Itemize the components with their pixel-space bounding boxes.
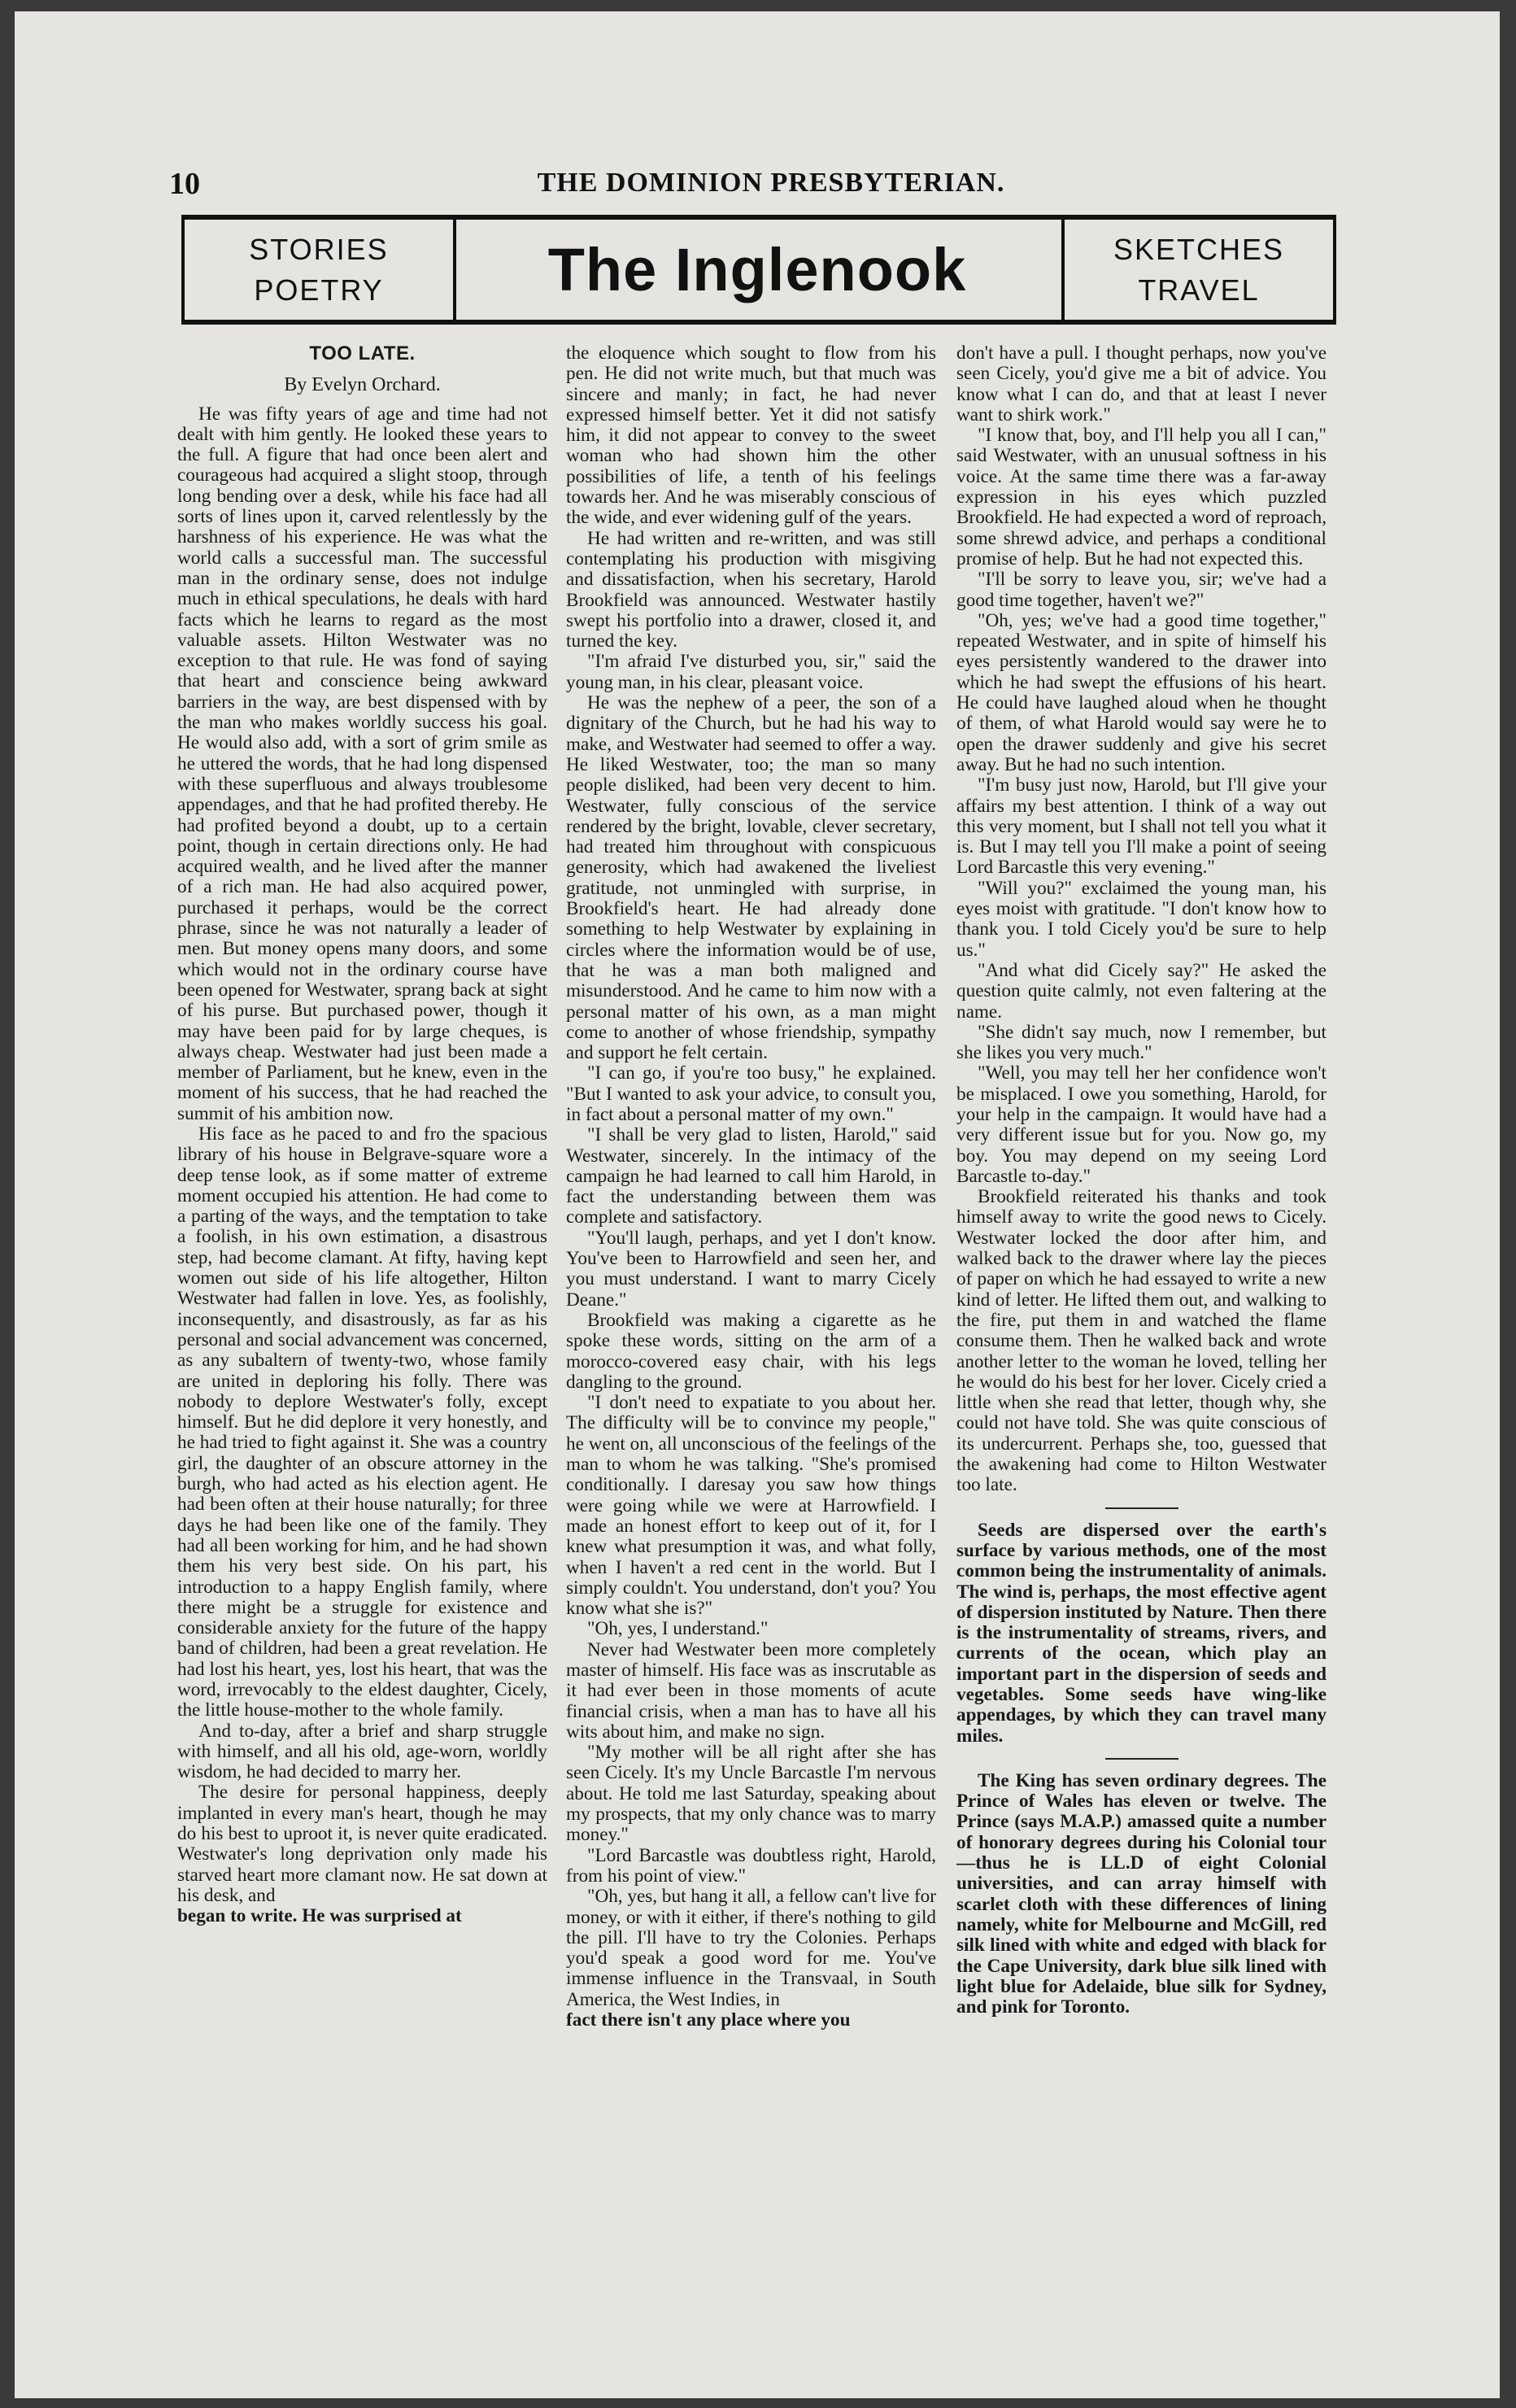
story-paragraph: "I'm busy just now, Harold, but I'll give your affairs my best attention. I think of a way out this very moment, but I shall not tell you what it is. But I may tell you I'll make a point of seeing Lord Barcastle this very evening." — [956, 774, 1326, 879]
banner-travel-label: TRAVEL — [1138, 273, 1260, 307]
story-paragraph: His face as he paced to and fro the spacious library of his house in Belgrave-square wore a deep tense look, as if some matter of extreme moment occupied his attention. He had come to a parting of the ways, and the temptation to take a foolish, in his own estimation, a disastrous step, had become clamant. At fifty, having kept women out side of his life altogether, Hilton Westwater had fallen in love. Yes, as foolishly, inconsequently, and disastrously, as far as his personal and social advancement was concerned, as any subaltern of twenty-two, whose family are united in deploring his folly. There was nobody to deplore Westwater's folly, except himself. But he did deplore it very honestly, and he had tried to fight against it. She was a country girl, the daughter of an obscure attorney in the burgh, who had acted as his election agent. He had been often at their house naturally; for three days he had been like one of the family. They had all been working for him, and he had shown them his very best side. On his part, his introduction to a happy English family, where there might be a struggle for existence and considerable anxiety for the future of the happy band of children, had been a great revelation. He had lost his heart, yes, lost his heart, that was the word, irrevocably to the eldest daughter, Cicely, the little house-mother to the whole family. — [177, 1123, 547, 1721]
story-paragraph-end: fact there isn't any place where you — [566, 2009, 851, 2031]
section-divider — [1105, 1758, 1178, 1760]
story-paragraph: "I'll be sorry to leave you, sir; we've had a good time together, haven't we?" — [956, 569, 1326, 611]
story-paragraph-end: began to write. He was surprised at — [177, 1905, 462, 1927]
story-paragraph: "Oh, yes, I understand." — [587, 1618, 769, 1640]
king-paragraph: The King has seven ordinary degrees. The Prince of Wales has eleven or twelve. The Prince (says M.A.P.) amassed quite a number of honorary degrees during his Colonial tour—thus he is LL.D of eight Colonial universities, and can array himself with scarlet cloth with these differences of lining namely, white for Melbourne and McGill, red silk lined with white and edged with black for the Cape University, dark blue silk lined with light blue for Adelaide, blue silk for Sydney, and pink for Toronto. — [956, 1769, 1326, 2018]
section-banner — [181, 215, 1336, 325]
article-columns — [177, 343, 1348, 2296]
story-paragraph: And to-day, after a brief and sharp struggle with himself, and all his old, age-worn, worldly wisdom, he had decided to marry her. — [177, 1720, 547, 1783]
story-paragraph: He was fifty years of age and time had not dealt with him gently. He looked these years to the full. A figure that had once been alert and courageous had acquired a slight stoop, through long bending over a desk, while his face had all sorts of lines upon it, carved relentlessly by the harshness of his experience. He was what the world calls a successful man. The successful man in the ordinary sense, does not indulge much in ethical speculations, he deals with hard facts which he learns to regard as the most valuable assets. Hilton Westwater was no exception to that rule. He was fond of saying that heart and conscience being awkward barriers in the way, are best dispensed with by the man who makes worldly success his goal. He would also add, with a sort of grim smile as he uttered the words, that he had long dispensed with these superfluous and always troublesome appendages, and that he had profited thereby. He had profited beyond a doubt, up to a certain point, though in certain directions only. He had acquired wealth, and he lived after the manner of a rich man. He had also acquired power, purchased it perhaps, would be the correct phrase, since he was not naturally a leader of men. But money opens many doors, and some which would not in the ordinary course have been opened for Westwater, sprang back at sight of his purse. But purchased power, though it may have been paid for by large cheques, is always cheap. Westwater had just been made a member of Parliament, but he knew, even in the moment of his success, that he had reached the summit of his ambition now. — [177, 403, 547, 1124]
section-title: The Inglenook — [547, 236, 967, 303]
story-title: TOO LATE. — [309, 343, 416, 364]
story-paragraph: Never had Westwater been more completely master of himself. His face was as inscrutable as it had ever been in those moments of acute financial crisis, when a man has to have all his wits about him, and make no sign. — [566, 1638, 936, 1743]
story-paragraph: "Oh, yes; we've had a good time together," repeated Westwater, and in spite of himself his eyes persistently wandered to the drawer into which he had swept the effusions of his heart. He could have laughed aloud when he thought of them, of what Harold would say were he to open the drawer suddenly and give his secret away. But he had no such intention. — [956, 609, 1326, 775]
page-number: 10 — [169, 167, 200, 201]
column-1 — [177, 343, 547, 2296]
story-paragraph: "And what did Cicely say?" He asked the question quite calmly, not even faltering at the name. — [956, 959, 1326, 1023]
page-header — [169, 166, 1373, 205]
story-paragraph: He was the nephew of a peer, the son of a dignitary of the Church, but he had his way to make, and Westwater had seemed to offer a way. He liked Westwater, too; the man so many people disliked, had been very decent to him. Westwater, fully conscious of the service rendered by the bright, lovable, clever secretary, had treated him throughout with conspicuous generosity, which had awakened the liveliest gratitude, not unmingled with surprise, in Brookfield's heart. He had already done something to help Westwater by explaining in circles where the information would be of use, that he was a man both maligned and misunderstood. And he came to him now with a personal matter of his own, as a man might come to another of whose friendship, sympathy and support he felt certain. — [566, 692, 936, 1064]
column-3 — [956, 343, 1326, 2296]
banner-right-box — [1061, 220, 1333, 320]
story-paragraph: "I know that, boy, and I'll help you all I can," said Westwater, with an unusual softness in his voice. At the same time there was a far-away expression in his eyes which puzzled Brookfield. He had expected a word of reproach, some shrewd advice, and perhaps a conditional promise of help. But he had not expected this. — [956, 425, 1326, 569]
story-paragraph: Brookfield was making a cigarette as he spoke these words, sitting on the arm of a morocco-covered easy chair, with his legs dangling to the ground. — [566, 1309, 936, 1393]
story-paragraph: the eloquence which sought to flow from his pen. He did not write much, but that much was sincere and manly; in fact, he had never expressed himself better. Yet it did not satisfy him, it did not appear to convey to the sweet woman who had shown him the other possibilities of life, a tenth of his feelings towards her. And he was miserably conscious of the wide, and ever widening gulf of the years. — [566, 343, 936, 529]
story-paragraph: "Oh, yes, but hang it all, a fellow can't live for money, or with it either, if there's nothing to gild the pill. I'll have to try the Colonies. Perhaps you'd speak a good word for me. You've immense influence in the Transvaal, in South America, the West Indies, in — [566, 1886, 936, 2010]
story-paragraph: "I don't need to expatiate to you about her. The difficulty will be to convince my people," he went on, all unconscious of the feelings of the man to whom he was talking. "She's promised conditionally. I daresay you saw how things were going while we were at Harrowfield. I made an honest effort to keep out of it, for I knew what presumption it was, and what folly, when I haven't a red cent in the world. But I simply couldn't. You understand, don't you? You know what she is?" — [566, 1392, 936, 1620]
story-paragraph: "My mother will be all right after she has seen Cicely. It's my Uncle Barcastle I'm nervous about. He told me last Saturday, speaking about my prospects, that my only chance was to marry money." — [566, 1742, 936, 1846]
publication-title: THE DOMINION PRESBYTERIAN. — [537, 168, 1005, 198]
column-2 — [566, 343, 936, 2296]
story-paragraph: "Well, you may tell her her confidence won't be misplaced. I owe you something, Harold, for your help in the campaign. It would have had a very different issue but for you. Now go, my boy. You may depend on my seeing Lord Barcastle to-day." — [956, 1062, 1326, 1187]
story-paragraph: The desire for personal happiness, deeply implanted in every man's heart, though he may do his best to uproot it, is never quite eradicated. Westwater's long deprivation only made his starved heart more clamant now. He sat down at his desk, and — [177, 1782, 547, 1906]
seeds-paragraph: Seeds are dispersed over the earth's surface by various methods, one of the most common being the instrumentality of animals. The wind is, perhaps, the most effective agent of dispersion instituted by Nature. Then there is the instrumentality of streams, rivers, and currents of the ocean, which play an important part in the dispersion of seeds and vegetables. Some seeds have wing-like appendages, by which they can travel many miles. — [956, 1519, 1326, 1747]
story-paragraph: don't have a pull. I thought perhaps, now you've seen Cicely, you'd give me a bit of advice. You know what I can do, and that at least I never want to shirk work." — [956, 343, 1326, 425]
story-paragraph: "Will you?" exclaimed the young man, his eyes moist with gratitude. "I don't know how to thank you. I told Cicely you'd be sure to help us." — [956, 877, 1326, 961]
story-paragraph: Brookfield reiterated his thanks and took himself away to write the good news to Cicely. Westwater locked the door after him, and walked back to the drawer where lay the pieces of paper on which he had essayed to write a new kind of letter. He lifted them out, and walking to the fire, put them in and watched the flame consume them. Then he walked back and wrote another letter to the woman he loved, telling her he would do his best for her lover. Cicely cried a little when she read that letter, though why, she could not have told. She was quite conscious of its undercurrent. Perhaps she, too, guessed that the awakening had come to Hilton Westwater too late. — [956, 1186, 1326, 1496]
section-divider — [1105, 1507, 1178, 1509]
newspaper-page — [15, 11, 1500, 2398]
story-paragraph: "I shall be very glad to listen, Harold," said Westwater, sincerely. In the intimacy of the campaign he had learned to call him Harold, in fact the understanding between them was complete and satisfactory. — [566, 1124, 936, 1228]
banner-poetry-label: POETRY — [254, 273, 384, 307]
story-byline: By Evelyn Orchard. — [284, 374, 441, 396]
story-paragraph: "You'll laugh, perhaps, and yet I don't know. You've been to Harrowfield and seen her, and you must understand. I want to marry Cicely Deane." — [566, 1227, 936, 1311]
story-paragraph: "I'm afraid I've disturbed you, sir," said the young man, in his clear, pleasant voice. — [566, 651, 936, 693]
banner-left-box — [185, 220, 456, 320]
banner-center-box — [456, 220, 1058, 320]
story-paragraph: "I can go, if you're too busy," he explained. "But I wanted to ask your advice, to consult you, in fact about a personal matter of my own." — [566, 1062, 936, 1125]
story-paragraph: "She didn't say much, now I remember, but she likes you very much." — [956, 1021, 1326, 1064]
story-paragraph: "Lord Barcastle was doubtless right, Harold, from his point of view." — [566, 1844, 936, 1887]
banner-stories-label: STORIES — [249, 232, 389, 266]
story-paragraph: He had written and re-written, and was still contemplating his production with misgiving and dissatisfaction, when his secretary, Harold Brookfield was announced. Westwater hastily swept his portfolio into a drawer, closed it, and turned the key. — [566, 527, 936, 652]
banner-sketches-label: SKETCHES — [1113, 232, 1285, 266]
